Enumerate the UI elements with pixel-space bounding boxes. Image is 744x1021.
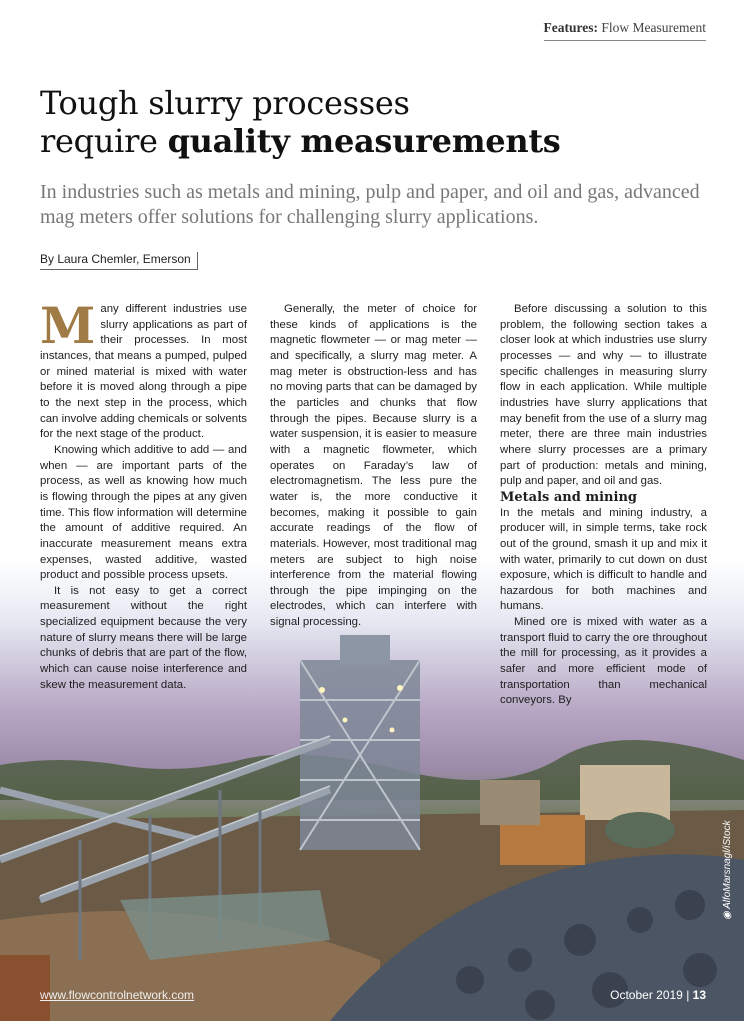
column1-paragraph-1: [40, 296, 247, 443]
issue-date: October 2019 |: [610, 988, 693, 1002]
drop-cap: M: [40, 296, 96, 355]
column2-paragraph-1: Generally, the meter of choice for these kinds of applications is the magnetic flowmeter — or mag meter — and specifically, a slurry mag meter. A mag meter is obstruction-less and has no moving parts that can be damaged by the particles and chunks that flow through the pipes. Because slurry is a water suspension, it is easier to measure with a magnetic flowmeter, which operates on Faraday’s law of electromagnetism. The less pure the water is, the more conductive it becomes, making it possible to gain accurate readings of the flow of materials. However, most traditional mag meters are subject to high noise interference from the material flowing through the pipe impinging on the electrodes, which can interfere with signal processing.: [270, 303, 477, 629]
column3-paragraph-3: Mined ore is mixed with water as a transport fluid to carry the ore throughout the mill for processing, as it provides a safer and more efficient mode of transportation than mechanical conveyors. By: [500, 616, 707, 707]
section-label: Features:: [543, 20, 599, 35]
section-topic: Flow Measurement: [601, 20, 706, 35]
title-line2-bold: quality measurements: [167, 122, 561, 160]
photo-credit: ◉ AlfoMarsnagl/iStock: [722, 820, 733, 920]
article-deck: In industries such as metals and mining, pulp and paper, and oil and gas, advanced mag meters offer solutions for challenging slurry applications.: [40, 181, 700, 228]
section-subhead: Metals and mining: [500, 489, 637, 505]
title-line1: Tough slurry processes: [40, 84, 410, 122]
photo-credit-text: AlfoMarsnagl/iStock: [722, 820, 733, 909]
page-footer: [610, 988, 706, 1002]
byline: By Laura Chemler, Emerson: [40, 252, 198, 270]
column1-p1-text: any different industries use slurry applications as part of their processes. In most instances, that means a pumped, pulped or mined material is mixed with water before it is moved along through a pipe to the next step in the process, which can involve adding chemicals or solvents for the next stage of the product.: [40, 303, 247, 441]
title-line2-plain: require: [40, 122, 168, 160]
text-column-2: [270, 302, 477, 631]
section-header: [544, 20, 706, 41]
column1-paragraph-3: It is not easy to get a correct measurement without the right specialized equipment because the very nature of slurry means there will be large chunks of debris that are part of the flow, which can cause noise interference and skew the measurement data.: [40, 584, 247, 691]
page-number: 13: [692, 988, 706, 1002]
article-title: [40, 84, 561, 160]
column3-paragraph-1: Before discussing a solution to this problem, the following section takes a closer look at which industries use slurry processes — and why — to illustrate specific challenges in measuring slurry flow in each application. While multiple industries have slurry applications that may benefit from the use of a slurry mag meter, there are three main industries where slurry processes are a primary part of production: metals and mining, pulp and paper, and oil and gas.: [500, 303, 707, 488]
website-link[interactable]: www.flowcontrolnetwork.com: [40, 988, 195, 1002]
text-column-1: [40, 296, 247, 693]
text-column-3: [500, 302, 707, 709]
column1-paragraph-2: Knowing which additive to add — and when — are important parts of the process, as well as knowing how much is flowing through the pipes at any given time. This flow information will determine the amount of additive required. An inaccurate measurement means extra expenses, wasted additive, wasted product and possible process upsets.: [40, 443, 247, 582]
column3-paragraph-2: In the metals and mining industry, a producer will, in simple terms, take rock out of the ground, smash it up and mix it with water, primarily to cut down on dust exposure, which is difficult to handle and hazardous for both machines and humans.: [500, 506, 707, 613]
